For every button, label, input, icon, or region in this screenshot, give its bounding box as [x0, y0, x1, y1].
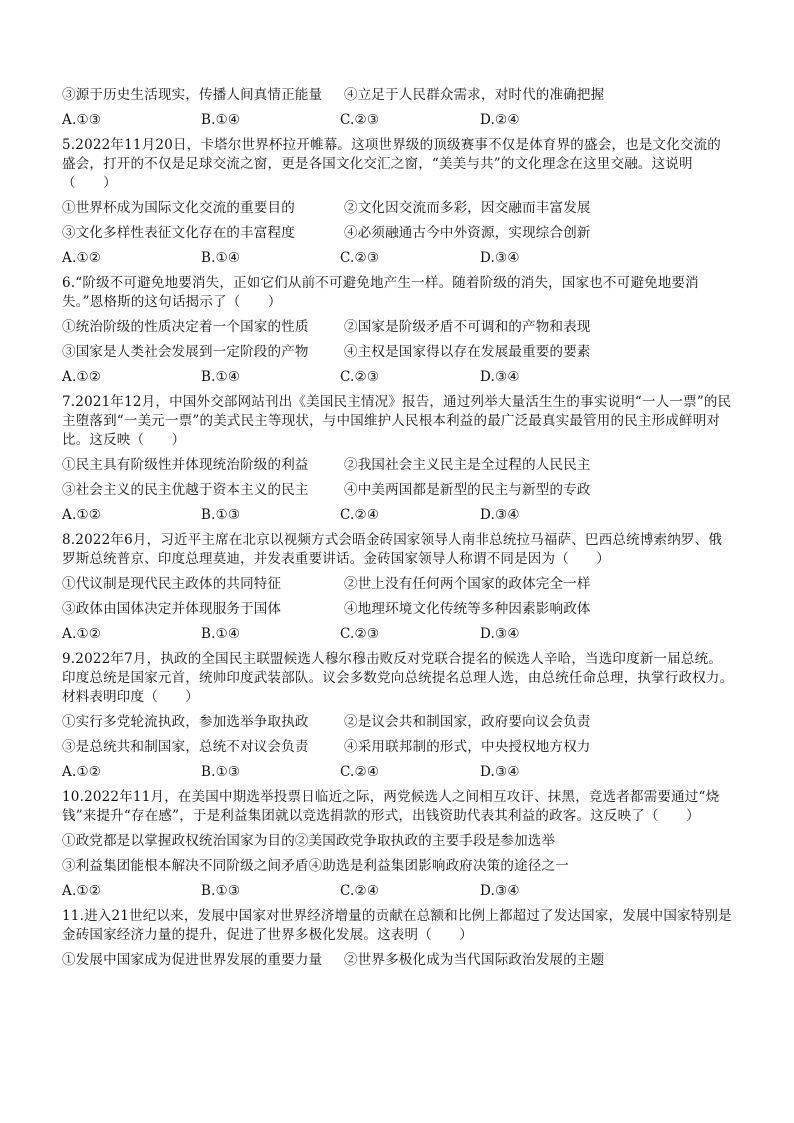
- statement: ④立足于人民群众需求，对时代的准确把握: [344, 87, 605, 103]
- answer-choices: [62, 111, 734, 136]
- statement-pair: [62, 951, 734, 976]
- answer-choice: B.①③: [201, 764, 241, 780]
- answer-choice: A.①②: [62, 764, 102, 780]
- answer-choice: B.①④: [201, 626, 241, 642]
- answer-choice: C.②③: [340, 112, 380, 128]
- answer-choice: A.①②: [62, 626, 102, 642]
- statement: ①代议制是现代民主政体的共同特征: [62, 576, 282, 592]
- answer-choice: D.③④: [480, 764, 520, 780]
- answer-choice: C.②④: [340, 883, 380, 899]
- statement-pair: [62, 86, 734, 111]
- answer-choices: [62, 882, 734, 907]
- statement: ③国家是人类社会发展到一定阶段的产物: [62, 344, 309, 360]
- answer-choices: [62, 763, 734, 788]
- statement: ①实行多党轮流执政，参加选举争取执政: [62, 714, 309, 730]
- statement-pair: [62, 600, 734, 625]
- statement: ②文化因交流而多彩，因交融而丰富发展: [344, 200, 591, 216]
- answer-choice: D.③④: [480, 626, 520, 642]
- answer-choice: A.①②: [62, 369, 102, 385]
- answer-choices: [62, 506, 734, 531]
- answer-choice: A.①②: [62, 507, 102, 523]
- option-line: ③利益集团能根本解决不同阶级之间矛盾④助选是利益集团影响政府决策的途径之一: [62, 858, 569, 874]
- question-stem: 9.2022年7月，执政的全国民主联盟候选人穆尔穆击败反对党联合提名的候选人辛哈，当选印度新一届总统。印度总统是国家元首，统帅印度武装部队。议会多数党向总统提名总理人选，由总统任命总理，执掌行政权力。材料表明印度（ ）: [62, 651, 734, 705]
- answer-choice: B.①③: [201, 883, 241, 899]
- answer-choice: A.①②: [62, 883, 102, 899]
- answer-choice: C.②③: [340, 626, 380, 642]
- answer-choice: C.②④: [340, 764, 380, 780]
- answer-choice: D.②④: [480, 112, 520, 128]
- answer-choice: A.①③: [62, 112, 102, 128]
- question-stem: 8.2022年6月，习近平主席在北京以视频方式会晤金砖国家领导人南非总统拉马福萨、巴西总统博索纳罗、俄罗斯总统普京、印度总理莫迪，并发表重要讲话。金砖国家领导人称谓不同是因为（ ）: [62, 532, 723, 567]
- answer-choices: [62, 368, 734, 393]
- answer-choice: B.①③: [201, 507, 241, 523]
- statement: ②世界多极化成为当代国际政治发展的主题: [344, 952, 605, 968]
- answer-choice: C.②③: [340, 369, 380, 385]
- statement: ①发展中国家成为促进世界发展的重要力量: [62, 952, 323, 968]
- statement-pair: [62, 343, 734, 368]
- statement: ④必须融通古今中外资源，实现综合创新: [344, 225, 591, 241]
- statement: ③是总统共和制国家，总统不对议会负责: [62, 739, 309, 755]
- answer-choice: B.①④: [201, 250, 241, 266]
- statement-pair: [62, 575, 734, 600]
- question-stem: 5.2022年11月20日，卡塔尔世界杯拉开帷幕。这项世界级的顶级赛事不仅是体育界的盛会，也是文化交流的盛会，打开的不仅是足球交流之窗，更是各国文化交汇之窗，“美美与共”的文化理念在这里交融。这说明（ ）: [62, 137, 721, 191]
- answer-choice: D.③④: [480, 250, 520, 266]
- option-line: ①政党都是以掌握政权统治国家为目的②美国政党争取执政的主要手段是参加选举: [62, 833, 556, 849]
- statement-pair: [62, 199, 734, 224]
- answer-choice: A.①②: [62, 250, 102, 266]
- answer-choice: B.①④: [201, 112, 241, 128]
- statement: ②国家是阶级矛盾不可调和的产物和表现: [344, 319, 591, 335]
- statement: ①统治阶级的性质决定着一个国家的性质: [62, 319, 309, 335]
- exam-page: [62, 86, 734, 976]
- statement: ③文化多样性表征文化存在的丰富程度: [62, 225, 295, 241]
- question-stem: 6.“阶级不可避免地要消失，正如它们从前不可避免地产生一样。随着阶级的消失，国家也不可避免地要消失。”恩格斯的这句话揭示了（ ）: [62, 275, 699, 310]
- answer-choices: [62, 249, 734, 274]
- question-stem: 11.进入21世纪以来，发展中国家对世界经济增量的贡献在总额和比例上都超过了发达国家，发展中国家特别是金砖国家经济力量的提升，促进了世界多极化发展。这表明（ ）: [62, 908, 732, 943]
- statement-pair: [62, 318, 734, 343]
- statement: ④主权是国家得以存在发展最重要的要素: [344, 344, 591, 360]
- statement: ②我国社会主义民主是全过程的人民民主: [344, 457, 591, 473]
- statement-pair: [62, 456, 734, 481]
- statement: ②是议会共和制国家，政府要向议会负责: [344, 714, 591, 730]
- statement: ④地理环境文化传统等多种因素影响政体: [344, 601, 591, 617]
- question-stem: 7.2021年12月，中国外交部网站刊出《美国民主情况》报告，通过列举大量活生生的事实说明“一人一票”的民主堕落到“一美元一票”的美式民主等现状，与中国维护人民根本利益的最广泛最真实最管用的民主形成鲜明对比。这反映（ ）: [62, 394, 732, 448]
- statement: ④中美两国都是新型的民主与新型的专政: [344, 482, 591, 498]
- statement: ①世界杯成为国际文化交流的重要目的: [62, 200, 295, 216]
- statement: ③社会主义的民主优越于资本主义的民主: [62, 482, 309, 498]
- statement: ②世上没有任何两个国家的政体完全一样: [344, 576, 591, 592]
- answer-choice: B.①④: [201, 369, 241, 385]
- answer-choices: [62, 625, 734, 650]
- answer-choice: D.③④: [480, 507, 520, 523]
- statement-pair: [62, 224, 734, 249]
- statement-pair: [62, 481, 734, 506]
- statement-pair: [62, 713, 734, 738]
- answer-choice: C.②③: [340, 250, 380, 266]
- statement: ④采用联邦制的形式，中央授权地方权力: [344, 739, 591, 755]
- answer-choice: D.③④: [480, 883, 520, 899]
- statement: ③源于历史生活现实，传播人间真情正能量: [62, 87, 323, 103]
- statement-pair: [62, 738, 734, 763]
- answer-choice: D.③④: [480, 369, 520, 385]
- answer-choice: C.②④: [340, 507, 380, 523]
- statement: ③政体由国体决定并体现服务于国体: [62, 601, 282, 617]
- question-stem: 10.2022年11月，在美国中期选举投票日临近之际，两党候选人之间相互攻讦、抹黑，竞选者都需要通过“烧钱”来提升“存在感”，于是利益集团就以竞选捐款的形式，出钱资助代表其利益的政客。这反映了（ ）: [62, 789, 720, 824]
- statement: ①民主具有阶级性并体现统治阶级的利益: [62, 457, 309, 473]
